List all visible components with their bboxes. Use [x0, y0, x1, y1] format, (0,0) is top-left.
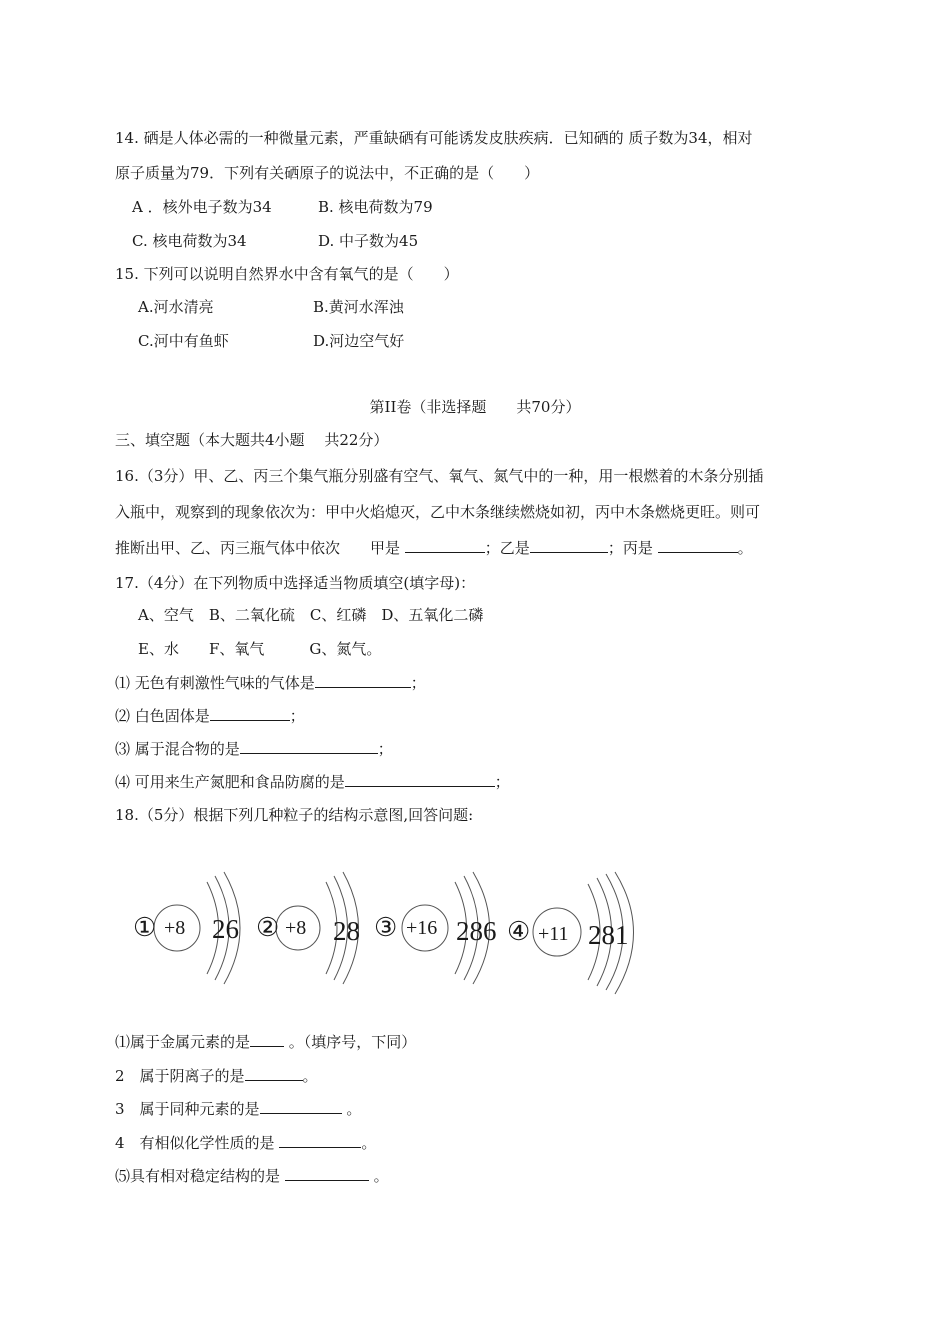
particle-2-nucleus: +8 [285, 917, 307, 939]
particle-4-nucleus: +11 [538, 923, 569, 945]
q18-stem: 18.（5分）根据下列几种粒子的结构示意图,回答问题: [115, 806, 474, 824]
particle-3-shells: 286 [456, 916, 497, 946]
q17-sub4-text: ⑷ 可用来生产氮肥和食品防腐的是 [115, 773, 345, 791]
q15-stem: 15. 下列可以说明自然界水中含有氧气的是（ ） [115, 265, 459, 283]
q14-option-b: B. 核电荷数为79 [318, 198, 433, 216]
particle-1-shells: 26 [212, 914, 239, 944]
q17-sub3-blank[interactable] [240, 739, 378, 754]
q17-sub2-text: ⑵ 白色固体是 [115, 707, 210, 725]
q18-sub3-text: 3 属于同种元素的是 [115, 1100, 260, 1118]
q15-option-b: B.黄河水浑浊 [313, 298, 404, 316]
q17-choices-line1: A、空气 B、二氧化硫 C、红磷 D、五氧化二磷 [138, 606, 484, 624]
q18-sub3-tail: 。 [346, 1100, 362, 1118]
q18-sub1-tail: 。（填序号，下同） [288, 1033, 417, 1051]
q18-sub5-blank[interactable] [285, 1166, 369, 1181]
q14-option-a: A ．核外电子数为34 [132, 198, 272, 216]
q17-choices-line2: E、水 F、氧气 G、氮气。 [138, 640, 382, 658]
q17-sub1-blank[interactable] [315, 673, 411, 688]
q18-sub4-text: 4 有相似化学性质的是 [115, 1134, 275, 1152]
q17-sub4-blank[interactable] [345, 772, 495, 787]
particle-4-index: ④ [507, 917, 531, 946]
q17-sub1-text: ⑴ 无色有刺激性气味的气体是 [115, 674, 315, 692]
particle-1-index: ① [133, 913, 157, 942]
particle-2-shells: 28 [333, 916, 360, 946]
q17-sub4 [115, 772, 510, 792]
q17-sub2 [115, 706, 305, 726]
q17-sub4-semicolon: ； [494, 773, 510, 791]
q18-sub5-tail: 。 [373, 1167, 389, 1185]
q17-sub3-semicolon: ； [377, 740, 393, 758]
q17-sub2-blank[interactable] [210, 706, 290, 721]
q18-sub1-text: ⑴属于金属元素的是 [115, 1033, 251, 1051]
q16-end: 。 [737, 539, 753, 557]
particle-1-nucleus: +8 [164, 917, 186, 939]
q18-sub2-text: 2 属于阴离子的是 [115, 1067, 245, 1085]
q18-sub2-tail: 。 [302, 1067, 318, 1085]
particle-3-nucleus: +16 [406, 917, 438, 939]
q17-sub3-text: ⑶ 属于混合物的是 [115, 740, 240, 758]
q18-sub2-blank[interactable] [245, 1066, 303, 1081]
q14-stem-line1: 14. 硒是人体必需的一种微量元素，严重缺硒有可能诱发皮肤疾病．已知硒的 质子数为34，相对 [115, 129, 753, 147]
q16-sep2: ；丙是 [607, 539, 653, 557]
q18-sub5-text: ⑸具有相对稳定结构的是 [115, 1167, 281, 1185]
q18-sub4-blank[interactable] [279, 1133, 361, 1148]
q18-sub3 [115, 1099, 361, 1119]
q18-sub1-blank[interactable] [250, 1032, 284, 1047]
q16-sep1: ；乙是 [484, 539, 530, 557]
particle-4-shells: 281 [588, 920, 629, 950]
q16-blank-bing[interactable] [658, 538, 738, 553]
q16-blank-yi[interactable] [530, 538, 608, 553]
q18-sub4 [115, 1133, 376, 1153]
q18-sub2 [115, 1066, 318, 1086]
section-2-title: 第II卷（非选择题 共70分） [369, 398, 581, 416]
q17-sub3 [115, 739, 393, 759]
q17-sub1 [115, 673, 426, 693]
particle-2-index: ② [256, 913, 280, 942]
q16-line3-prefix: 推断出甲、乙、丙三瓶气体中依次 甲是 [115, 539, 401, 557]
q16-line1: 16.（3分）甲、乙、丙三个集气瓶分别盛有空气、氧气、氮气中的一种，用一根燃着的木条分别插 [115, 467, 764, 485]
q17-sub1-semicolon: ； [410, 674, 426, 692]
q18-sub3-blank[interactable] [260, 1099, 342, 1114]
q17-stem: 17.（4分）在下列物质中选择适当物质填空(填字母)： [115, 574, 476, 592]
q14-stem-line2: 原子质量为79．下列有关硒原子的说法中，不正确的是（ ） [115, 164, 540, 182]
q15-option-d: D.河边空气好 [313, 332, 405, 350]
particle-structure-diagrams [0, 862, 950, 1002]
q16-line3 [115, 538, 753, 558]
part-3-header: 三、填空题（本大题共4小题 共22分） [115, 431, 389, 449]
q15-option-c: C.河中有鱼虾 [138, 332, 229, 350]
q16-blank-jia[interactable] [405, 538, 485, 553]
q18-sub4-tail: 。 [361, 1134, 377, 1152]
q14-option-c: C. 核电荷数为34 [132, 232, 247, 250]
q17-sub2-semicolon: ； [289, 707, 305, 725]
q18-sub5 [115, 1166, 389, 1186]
q16-line2: 入瓶中，观察到的现象依次为：甲中火焰熄灭，乙中木条继续燃烧如初，丙中木条燃烧更旺。则可 [115, 503, 761, 521]
q14-option-d: D. 中子数为45 [318, 232, 419, 250]
particle-3-index: ③ [374, 913, 398, 942]
q18-sub1 [115, 1032, 416, 1052]
q15-option-a: A.河水清亮 [138, 298, 214, 316]
